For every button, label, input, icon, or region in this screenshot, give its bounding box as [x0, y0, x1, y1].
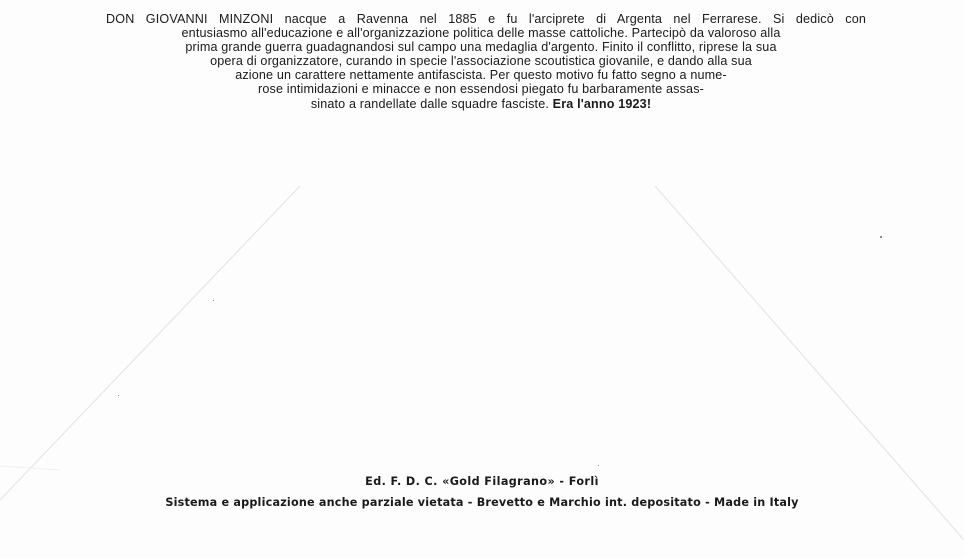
- biography-text: [96, 12, 866, 111]
- paper-speck: [598, 465, 599, 466]
- bio-line-1: DON GIOVANNI MINZONI nacque a Ravenna nel 1885 e fu l'arciprete di Argenta nel Ferrarese. Si dedicò con: [106, 12, 867, 26]
- paper-speck: [213, 300, 214, 301]
- bio-line-2: entusiasmo all'educazione e all'organizzazione politica delle masse cattoliche. Partecipò da valoroso alla: [181, 26, 781, 41]
- publisher-credit: Ed. F. D. C. «Gold Filagrano» - Forlì: [365, 475, 599, 488]
- bio-line-3: prima grande guerra guadagnandosi sul campo una medaglia d'argento. Finito il conflitto, riprese la sua: [185, 40, 777, 55]
- bio-line-6: rose intimidazioni e minacce e non essendosi piegato fu barbaramente assas-: [258, 82, 704, 97]
- subject-name: DON GIOVANNI MINZONI: [106, 12, 274, 26]
- left-flap-fold: [0, 186, 300, 500]
- bio-line-5: azione un carattere nettamente antifascista. Per questo motivo fu fatto segno a nume-: [235, 68, 727, 83]
- paper-speck: [118, 395, 119, 396]
- paper-speck: [880, 236, 882, 238]
- bio-line-4: opera di organizzatore, curando in specie l'associazione scoutistica giovanile, e dando alla sua: [210, 54, 752, 69]
- copyright-notice: Sistema e applicazione anche parziale vietata - Brevetto e Marchio int. depositato - Made in Italy: [165, 496, 799, 509]
- year-emphasis: Era l'anno 1923!: [552, 96, 652, 111]
- bio-line-7: sinato a randellate dalle squadre fasciste. Era l'anno 1923!: [310, 96, 652, 111]
